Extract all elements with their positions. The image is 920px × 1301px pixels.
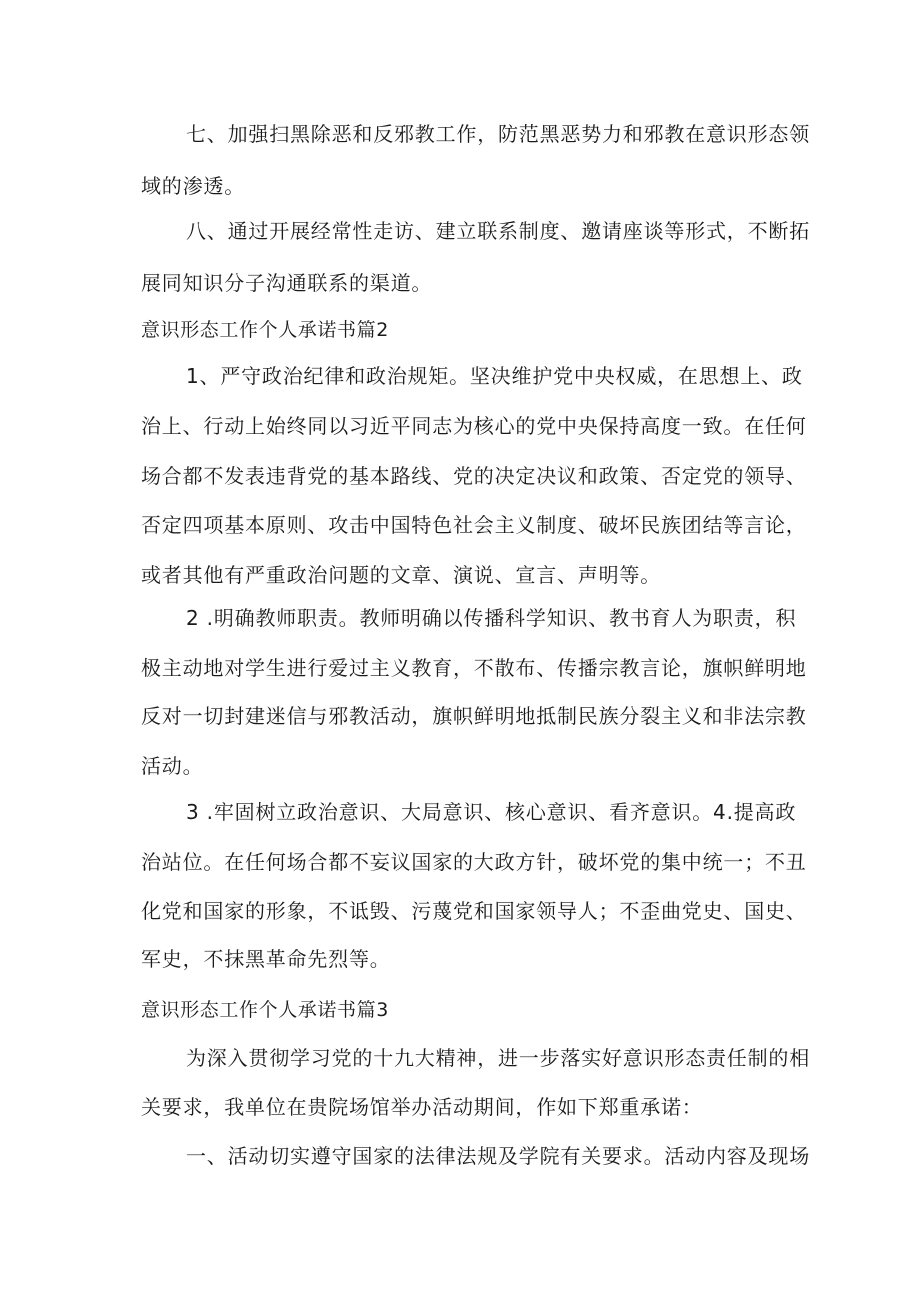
text-line: 一、活动切实遵守国家的法律法规及学院有关要求。活动内容及现场 — [186, 1144, 810, 1168]
text-line: 治站位。在任何场合都不妄议国家的大政方针，破坏党的集中统一；不丑 — [141, 850, 807, 874]
section-heading-3: 意识形态工作个人承诺书篇3 — [141, 999, 389, 1021]
text-line: 活动。 — [141, 754, 204, 778]
text-line: 为深入贯彻学习党的十九大精神，进一步落实好意识形态责任制的相 — [186, 1046, 810, 1070]
text-line: 关要求，我单位在贵院场馆举办活动期间，作如下郑重承诺： — [141, 1095, 703, 1119]
text-line: 化党和国家的形象，不诋毁、污蔑党和国家领导人；不歪曲党史、国史、 — [141, 899, 807, 923]
text-line: 七、加强扫黑除恶和反邪教工作，防范黑恶势力和邪教在意识形态领 — [186, 122, 810, 146]
text-line: 反对一切封建迷信与邪教活动，旗帜鲜明地抵制民族分裂主义和非法宗教 — [141, 704, 807, 728]
text-line: 军史，不抹黑革命先烈等。 — [141, 947, 391, 971]
text-line: 治上、行动上始终同以习近平同志为核心的党中央保持高度一致。在任何 — [141, 414, 807, 438]
text-line: 1、严守政治纪律和政治规矩。坚决维护党中央权威，在思想上、政 — [186, 364, 803, 388]
text-line: 或者其他有严重政治问题的文章、演说、宣言、声明等。 — [141, 563, 661, 587]
text-line: 3 .牢固树立政治意识、大局意识、核心意识、看齐意识。4.提高政 — [186, 800, 797, 824]
text-line: 展同知识分子沟通联系的渠道。 — [141, 271, 433, 295]
text-line: 2 .明确教师职责。教师明确以传播科学知识、教书育人为职责，积 — [186, 606, 797, 630]
text-line: 域的渗透。 — [141, 174, 245, 198]
section-heading-2: 意识形态工作个人承诺书篇2 — [141, 319, 389, 341]
text-line: 八、通过开展经常性走访、建立联系制度、邀请座谈等形式，不断拓 — [186, 219, 810, 243]
text-line: 否定四项基本原则、攻击中国特色社会主义制度、破坏民族团结等言论， — [141, 513, 807, 537]
text-line: 场合都不发表违背党的基本路线、党的决定决议和政策、否定党的领导、 — [141, 464, 807, 488]
text-line: 极主动地对学生进行爱过主义教育，不散布、传播宗教言论，旗帜鲜明地 — [141, 656, 807, 680]
